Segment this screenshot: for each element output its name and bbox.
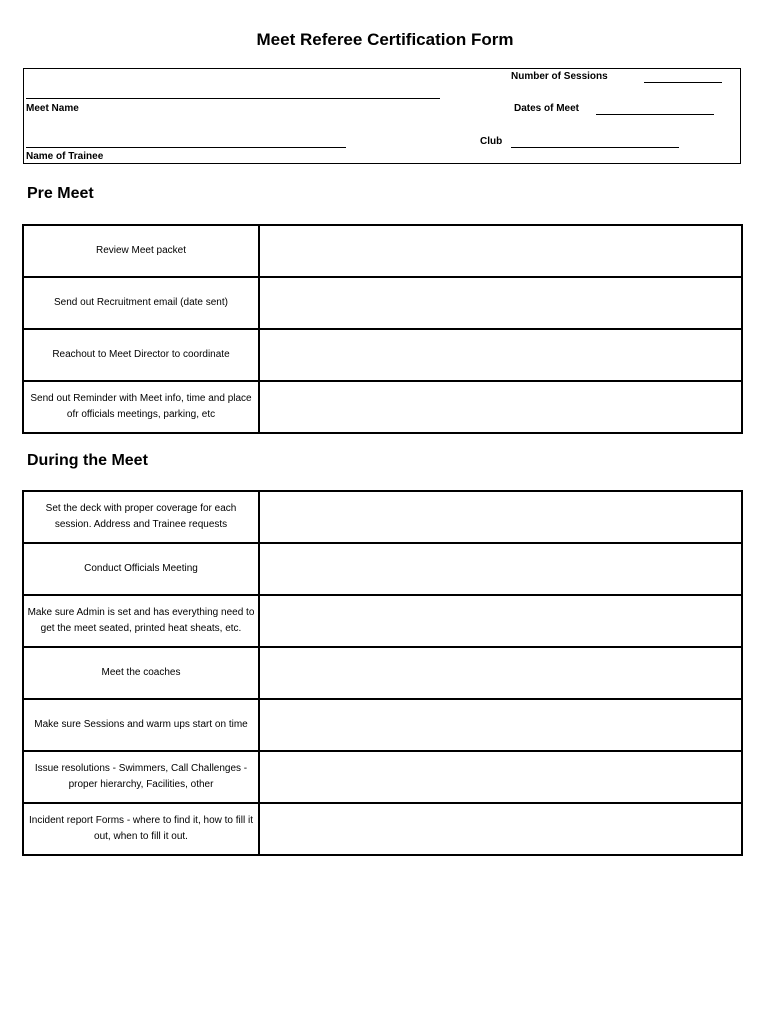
form-title: Meet Referee Certification Form	[256, 30, 514, 49]
number-of-sessions-label: Number of Sessions	[511, 71, 608, 82]
task-label: Reachout to Meet Director to coordinate	[24, 330, 260, 380]
task-label: Send out Reminder with Meet info, time and place ofr officials meetings, parking, etc	[24, 382, 260, 432]
task-label: Make sure Admin is set and has everything need to get the meet seated, printed heat sheats, etc.	[24, 596, 260, 646]
task-label: Issue resolutions - Swimmers, Call Challenges - proper hierarchy, Facilities, other	[24, 752, 260, 802]
meet-name-label: Meet Name	[26, 103, 79, 114]
during-meet-heading: During the Meet	[27, 452, 148, 469]
task-label: Meet the coaches	[24, 648, 260, 698]
table-row	[24, 596, 741, 648]
during-meet-table	[22, 490, 743, 856]
task-entry-field[interactable]	[260, 804, 741, 854]
task-label: Set the deck with proper coverage for each session. Address and Trainee requests	[24, 492, 260, 542]
number-of-sessions-field[interactable]	[644, 82, 722, 83]
task-label: Incident report Forms - where to find it, how to fill it out, when to fill it out.	[24, 804, 260, 854]
table-row	[24, 544, 741, 596]
table-row	[24, 648, 741, 700]
task-entry-field[interactable]	[260, 648, 741, 698]
name-of-trainee-label: Name of Trainee	[26, 151, 104, 162]
task-entry-field[interactable]	[260, 278, 741, 328]
task-label: Conduct Officials Meeting	[24, 544, 260, 594]
table-row	[24, 700, 741, 752]
task-entry-field[interactable]	[260, 544, 741, 594]
task-entry-field[interactable]	[260, 382, 741, 432]
task-entry-field[interactable]	[260, 226, 741, 276]
table-row	[24, 382, 741, 432]
table-row	[24, 278, 741, 330]
meet-name-field[interactable]	[26, 98, 440, 99]
dates-of-meet-field[interactable]	[596, 114, 714, 115]
dates-of-meet-label: Dates of Meet	[514, 103, 580, 114]
club-label: Club	[480, 136, 503, 147]
table-row	[24, 492, 741, 544]
task-label: Send out Recruitment email (date sent)	[24, 278, 260, 328]
task-entry-field[interactable]	[260, 492, 741, 542]
table-row	[24, 804, 741, 854]
table-row	[24, 226, 741, 278]
table-row	[24, 330, 741, 382]
task-entry-field[interactable]	[260, 330, 741, 380]
task-label: Review Meet packet	[24, 226, 260, 276]
task-entry-field[interactable]	[260, 596, 741, 646]
task-entry-field[interactable]	[260, 752, 741, 802]
task-label: Make sure Sessions and warm ups start on time	[24, 700, 260, 750]
task-entry-field[interactable]	[260, 700, 741, 750]
club-field[interactable]	[511, 147, 679, 148]
name-of-trainee-field[interactable]	[26, 147, 346, 148]
table-row	[24, 752, 741, 804]
pre-meet-heading: Pre Meet	[27, 185, 94, 202]
pre-meet-table	[22, 224, 743, 434]
header-info-box	[23, 68, 741, 164]
